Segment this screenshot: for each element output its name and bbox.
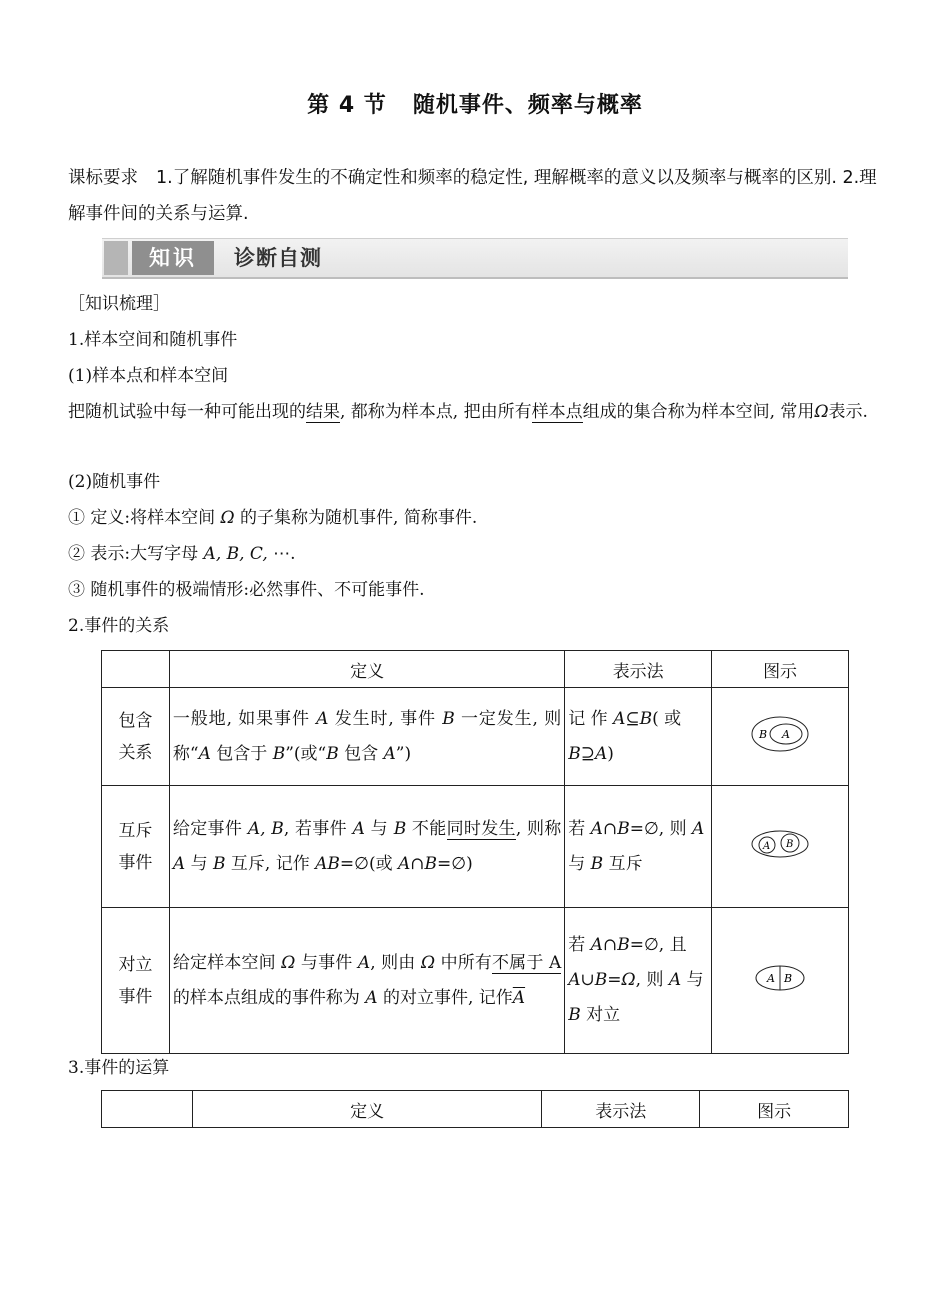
text-run: =∅(或 <box>339 853 398 874</box>
math-var: A <box>691 818 705 839</box>
subheading-random-events: (2)随机事件 <box>68 472 161 492</box>
underlined-term: 同时发生 <box>446 818 516 839</box>
requirements-text: 1.了解随机事件发生的不确定性和频率的稳定性, 理解概率的意义以及频率与概率的区别. 2.理解事件间的关系与运算. <box>68 168 877 224</box>
header-cell: 图示 <box>712 651 849 688</box>
label-a: A <box>763 841 771 852</box>
math-var: A <box>590 818 603 839</box>
math-var: Ω <box>220 508 235 528</box>
heading-event-operations: 3.事件的运算 <box>68 1058 170 1078</box>
category-cell <box>102 688 170 786</box>
header-cell: 定义 <box>192 1091 542 1128</box>
math-var: B <box>617 935 630 955</box>
text-run: =∅, 则 <box>629 818 692 839</box>
diagram-cell <box>712 688 849 786</box>
sample-space-paragraph <box>68 394 886 430</box>
text-run: =∅) <box>437 853 473 874</box>
item-extreme-cases: ③ 随机事件的极端情形:必然事件、不可能事件. <box>68 580 425 600</box>
category-text: 包含 <box>118 710 153 731</box>
banner-subtitle: 诊断自测 <box>234 246 322 270</box>
math-var: A <box>365 987 378 1008</box>
venn-complement-diagram <box>753 963 807 993</box>
definition-cell <box>169 688 564 786</box>
sample-space-outline <box>752 831 808 857</box>
math-var: A <box>352 818 365 839</box>
text-run: , 则称 <box>515 818 562 839</box>
text-run: 一定发生, 则称“ <box>172 708 562 764</box>
math-expr: A⊆B <box>613 708 653 729</box>
banner-tag: 知识 <box>132 241 214 275</box>
math-var: Ω <box>281 952 296 973</box>
math-var: A <box>198 743 211 764</box>
underlined-term: 样本点 <box>531 402 583 422</box>
math-var: A <box>568 970 581 990</box>
category-text: 事件 <box>118 852 153 873</box>
header-cell-empty <box>102 651 170 688</box>
requirements-label: 课标要求 <box>68 168 138 188</box>
text-run: 包含于 <box>210 743 273 764</box>
definition-cell <box>169 908 564 1054</box>
notation-cell <box>565 688 712 786</box>
category-text: 对立 <box>118 954 153 975</box>
header-cell: 图示 <box>700 1091 849 1128</box>
math-var: Ω <box>814 402 829 422</box>
text-run: ∪ <box>580 970 595 990</box>
table-header-row <box>102 1091 849 1128</box>
math-var: A <box>590 935 603 955</box>
math-expr: B⊇A <box>568 743 608 764</box>
label-b: B <box>786 839 794 850</box>
text-run: =∅, 且 <box>629 935 687 955</box>
category-cell <box>102 908 170 1054</box>
text-run: ∩ <box>410 853 425 874</box>
text-run: 包含 <box>338 743 384 764</box>
venn-inclusion-diagram <box>750 714 810 754</box>
header-cell: 表示法 <box>542 1091 700 1128</box>
category-cell <box>102 786 170 908</box>
item-notation <box>68 542 296 566</box>
heading-sample-space: 1.样本空间和随机事件 <box>68 330 238 350</box>
text-run: = <box>607 970 622 990</box>
venn-mutually-exclusive-diagram <box>750 829 810 859</box>
text-run: 组成的集合称为样本空间, 常用 <box>582 402 815 422</box>
table-row <box>102 688 849 786</box>
math-var: B <box>617 818 630 839</box>
text-run: 若 <box>568 935 591 955</box>
math-var: AB <box>315 853 340 874</box>
table-row <box>102 786 849 908</box>
label-b: B <box>784 972 793 985</box>
notation-cell <box>565 908 712 1054</box>
text-run: 与 <box>185 853 213 874</box>
text-run: 的样本点组成的事件称为 <box>172 987 366 1008</box>
text-run: 记 作 <box>568 708 614 729</box>
text-run: 若 <box>568 818 591 839</box>
math-var: B <box>590 853 604 874</box>
category-text: 关系 <box>118 742 153 763</box>
event-operations-table <box>101 1090 849 1128</box>
text-run: 互斥, 记作 <box>225 853 316 874</box>
text-run: 与 <box>364 818 394 839</box>
curriculum-requirements <box>68 160 886 232</box>
header-cell: 表示法 <box>565 651 712 688</box>
subheading-sample-points: (1)样本点和样本空间 <box>68 366 229 386</box>
label-a: A <box>767 972 776 985</box>
page-title <box>0 88 950 119</box>
math-var: A, B, C, <box>203 544 268 564</box>
text-run: ( 或 <box>652 708 682 729</box>
text-run: 对立 <box>580 1005 621 1025</box>
math-var: B <box>272 743 286 764</box>
text-run: ∩ <box>602 935 618 955</box>
text-run: ”) <box>395 743 412 764</box>
math-var: B <box>212 853 226 874</box>
item-definition <box>68 506 477 530</box>
math-var: B <box>442 708 455 729</box>
text-run: 与 <box>568 853 591 874</box>
text-run: 一般地, 如果事件 <box>172 708 317 729</box>
math-var: A <box>316 708 329 729</box>
event-relations-table <box>101 650 849 1054</box>
text-run: 互斥 <box>603 853 643 874</box>
text-run: ∩ <box>602 818 618 839</box>
text-run: ① 定义:将样本空间 <box>68 508 221 528</box>
text-run: , 若事件 <box>283 818 353 839</box>
math-var: B <box>594 970 608 990</box>
header-cell: 定义 <box>169 651 564 688</box>
definition-cell <box>169 786 564 908</box>
category-text: 互斥 <box>118 820 153 841</box>
complement-a: $\overline{A}$ <box>512 987 526 1008</box>
math-var: A <box>383 743 396 764</box>
text-run: ) <box>607 743 614 764</box>
math-var: A, B <box>247 818 284 839</box>
diagram-cell <box>712 908 849 1054</box>
text-run: 与 <box>681 970 704 990</box>
text-run: ”(或“ <box>285 743 327 764</box>
text-run: ② 表示:大写字母 <box>68 544 204 564</box>
text-run: 给定样本空间 <box>172 952 282 973</box>
math-var: B <box>326 743 339 764</box>
math-var: Ω <box>420 952 436 973</box>
table-header-row <box>102 651 849 688</box>
section-number: 第 4 节 <box>307 93 387 118</box>
text-run: ⋯. <box>267 544 296 564</box>
underlined-term: 不属于 A <box>492 952 562 973</box>
label-b: B <box>759 728 768 741</box>
notation-cell <box>565 786 712 908</box>
underlined-term: 结果 <box>306 402 340 422</box>
text-run: 的子集称为随机事件, 简称事件. <box>234 508 478 528</box>
category-text: 事件 <box>118 986 153 1007</box>
math-var: Ω <box>621 970 636 990</box>
text-run: 不能 <box>406 818 447 839</box>
heading-event-relations: 2.事件的关系 <box>68 616 170 636</box>
text-run: 表示. <box>828 402 868 422</box>
text-run: 发生时, 事件 <box>328 708 443 729</box>
text-run: 把随机试验中每一种可能出现的 <box>68 402 306 422</box>
math-var: A <box>668 970 682 990</box>
text-run: 的对立事件, 记作 <box>377 987 513 1008</box>
math-var: A <box>397 853 411 874</box>
text-run: , 都称为样本点, 把由所有 <box>340 402 532 422</box>
label-a: A <box>782 728 791 741</box>
table-row <box>102 908 849 1054</box>
math-var: B <box>568 1005 581 1025</box>
section-banner <box>102 238 848 279</box>
math-var: B <box>393 818 407 839</box>
diagram-cell <box>712 786 849 908</box>
header-cell-empty <box>102 1091 193 1128</box>
math-var: A <box>172 853 186 874</box>
math-var: B <box>424 853 438 874</box>
text-run: 与事件 <box>295 952 358 973</box>
section-title: 随机事件、频率与概率 <box>412 93 643 118</box>
knowledge-heading: ［知识梳理］ <box>68 294 170 314</box>
text-run: 中所有 <box>435 952 493 973</box>
math-var: A <box>357 952 371 973</box>
text-run: 给定事件 <box>172 818 248 839</box>
text-run: , 则由 <box>370 952 421 973</box>
text-run: , 则 <box>635 970 669 990</box>
